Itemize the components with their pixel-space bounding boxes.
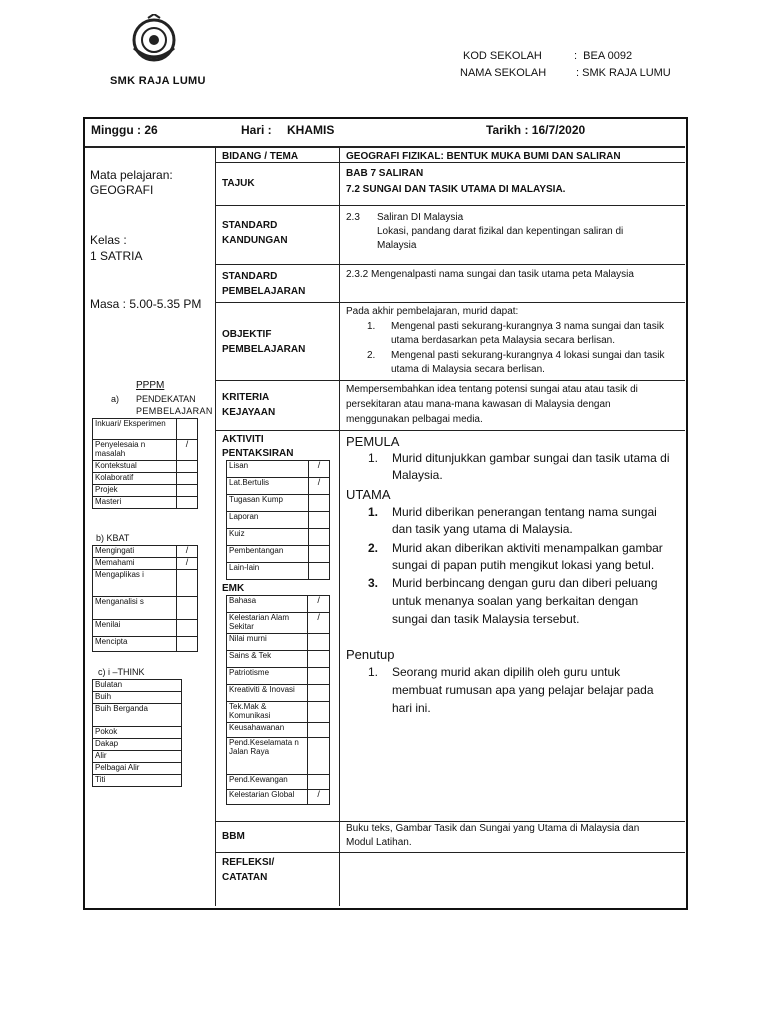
bidang-label: BIDANG / TEMA (222, 151, 299, 162)
table-row (93, 775, 182, 787)
pendekatan-check (177, 419, 198, 440)
table-row (93, 704, 182, 727)
divider (216, 821, 685, 822)
tajuk-line2: 7.2 SUNGAI DAN TASIK UTAMA DI MALAYSIA. (346, 184, 566, 195)
kbat-title: b) KBAT (96, 533, 130, 543)
table-row (227, 723, 330, 738)
pentaksiran-label: Laporan (229, 512, 259, 521)
subject-value: GEOGRAFI (90, 183, 154, 197)
obj-item-number: 2. (367, 350, 376, 361)
school-name-label: NAMA SEKOLAH (460, 67, 547, 79)
refleksi-value[interactable] (346, 858, 676, 902)
utama-item-line: Murid berbincang dengan guru dan diberi peluang (392, 576, 658, 590)
emk-label: Tek.Mak & Komunikasi (229, 702, 271, 720)
kbat-label: Menilai (95, 620, 121, 629)
emk-label: Bahasa (229, 596, 257, 605)
date: Tarikh : 16/7/2020 (486, 123, 586, 137)
obj-intro: Pada akhir pembelajaran, murid dapat: (346, 306, 519, 317)
pendekatan-label: Masteri (95, 497, 122, 506)
pentaksiran-check (309, 529, 330, 546)
pendekatan-check (177, 497, 198, 509)
pentaksiran-label: Tugasan Kump (229, 495, 283, 504)
obj-item-line: utama di Malaysia secara berlisan. (391, 364, 545, 375)
table-row (227, 478, 330, 495)
pentaksiran-check (309, 512, 330, 529)
emk-label: Kelestarian Global (229, 790, 295, 799)
emk-check (308, 651, 330, 668)
emk-check: / (308, 613, 330, 634)
ithink-label: Pelbagai Alir (95, 763, 140, 772)
table-row (93, 692, 182, 704)
subject-label: Mata pelajaran: (90, 168, 173, 182)
emk-check (308, 668, 330, 685)
aktiviti-label-line1: AKTIVITI (222, 434, 264, 445)
kbat-check (177, 637, 198, 652)
kk-label-line1: KRITERIA (222, 392, 270, 403)
sp-value: 2.3.2 Mengenalpasti nama sungai dan tasik utama peta Malaysia (346, 269, 634, 280)
table-row (227, 775, 330, 790)
pendekatan-label: Penyelesaia n masalah (95, 440, 146, 458)
emk-label: Pend.Keselamata n Jalan Raya (229, 738, 299, 756)
utama-title: UTAMA (346, 487, 391, 502)
class-label: Kelas : (90, 233, 127, 247)
table-row (93, 461, 198, 473)
table-row (227, 702, 330, 723)
emk-label: Keusahawanan (229, 723, 285, 732)
emk-label: Kelestarian Alam Sekitar (229, 613, 290, 631)
pentaksiran-check: / (309, 478, 330, 495)
emk-check: / (308, 790, 330, 805)
table-row (227, 668, 330, 685)
emk-label: Patriotisme (229, 668, 270, 677)
divider (216, 302, 685, 303)
utama-item-number: 2. (368, 541, 379, 555)
obj-item-line: utama berdasarkan peta Malaysia secara berlisan. (391, 335, 616, 346)
refleksi-label-line2: CATATAN (222, 872, 268, 883)
table-row (227, 790, 330, 805)
kbat-label: Mencipta (95, 637, 128, 646)
emk-check (308, 775, 330, 790)
table-row (227, 461, 330, 478)
penutup-item-line: Seorang murid akan dipilih oleh guru untuk (392, 665, 621, 679)
pentaksiran-check (309, 563, 330, 580)
table-row (227, 563, 330, 580)
pentaksiran-label: Kuiz (229, 529, 245, 538)
week: Minggu : 26 (91, 123, 158, 137)
kbat-check (177, 620, 198, 637)
utama-item-line: untuk menanya soalan yang berkaitan dengan (392, 594, 639, 608)
sk-number: 2.3 (346, 212, 360, 223)
table-row (93, 546, 198, 558)
obj-item-line: Mengenal pasti sekurang-kurangnya 4 lokasi sungai dan tasik (391, 350, 665, 361)
utama-item-line: dan tasik yang utama di Malaysia. (392, 522, 573, 536)
day-label: Hari : (241, 123, 272, 137)
table-row (227, 738, 330, 775)
sp-label-line2: PEMBELAJARAN (222, 286, 306, 297)
pentaksiran-check (309, 495, 330, 512)
school-logo (128, 14, 180, 66)
pentaksiran-table (226, 460, 330, 580)
pppm-title: PPPM (136, 380, 165, 391)
kbat-label: Mengaplikas i (95, 570, 144, 579)
penutup-title: Penutup (346, 647, 395, 662)
kk-line3: menggunakan pelbagai media. (346, 414, 483, 425)
emk-label: Sains & Tek (229, 651, 272, 660)
divider (85, 146, 685, 148)
bbm-line1: Buku teks, Gambar Tasik dan Sungai yang Utama di Malaysia dan (346, 823, 640, 834)
divider (216, 264, 685, 265)
kbat-table (92, 545, 198, 652)
utama-item-line: Murid akan diberikan aktiviti menampalkan gambar (392, 541, 663, 555)
utama-item-line: sungai di papan putih mengikut lokasi yang betul. (392, 558, 655, 572)
pentaksiran-check (309, 546, 330, 563)
pendekatan-table (92, 418, 198, 509)
table-row (227, 546, 330, 563)
ithink-label: Buih Berganda (95, 704, 148, 713)
school-name-value: : SMK RAJA LUMU (576, 67, 671, 79)
utama-item-line: sungai dan tasik Malaysia tersebut. (392, 612, 580, 626)
emk-title: EMK (222, 583, 245, 594)
table-row (227, 512, 330, 529)
pppm-a-line1: PENDEKATAN (136, 394, 196, 404)
pendekatan-label: Inkuari/ Eksperimen (95, 419, 166, 428)
bbm-label: BBM (222, 831, 245, 842)
pentaksiran-check: / (309, 461, 330, 478)
sp-label-line1: STANDARD (222, 271, 278, 282)
pendekatan-check: / (177, 440, 198, 461)
pemula-item-number: 1. (368, 451, 379, 465)
pendekatan-check (177, 473, 198, 485)
divider (216, 852, 685, 853)
table-row (93, 727, 182, 739)
class-value: 1 SATRIA (90, 249, 143, 263)
table-row (227, 613, 330, 634)
pendekatan-label: Kontekstual (95, 461, 137, 470)
aktiviti-label-line2: PENTAKSIRAN (222, 448, 294, 459)
kbat-check (177, 597, 198, 620)
school-name-under-logo: SMK RAJA LUMU (110, 75, 206, 87)
ithink-label: Titi (95, 775, 106, 784)
pemula-item-line: Murid ditunjukkan gambar sungai dan tasik utama di (392, 451, 670, 465)
divider (216, 380, 685, 381)
kk-label-line2: KEJAYAAN (222, 407, 276, 418)
pentaksiran-label: Lat.Bertulis (229, 478, 270, 487)
table-row (93, 739, 182, 751)
emk-label: Kreativiti & Inovasi (229, 685, 295, 694)
table-row (93, 440, 198, 461)
pemula-item-line: Malaysia. (392, 468, 443, 482)
sk-label-line2: KANDUNGAN (222, 235, 288, 246)
pendekatan-label: Projek (95, 485, 118, 494)
tajuk-label: TAJUK (222, 178, 255, 189)
emk-label: Pend.Kewangan (229, 775, 288, 784)
pentaksiran-label: Lain-lain (229, 563, 260, 572)
bidang-value: GEOGRAFI FIZIKAL: BENTUK MUKA BUMI DAN SALIRAN (346, 151, 621, 162)
lesson-time: Masa : 5.00-5.35 PM (90, 297, 202, 311)
obj-item-line: Mengenal pasti sekurang-kurangnya 3 nama sungai dan tasik (391, 321, 664, 332)
penutup-item-line: membuat rumusan apa yang pelajar belajar pada (392, 683, 654, 697)
ithink-label: Alir (95, 751, 107, 760)
emk-check: / (308, 596, 330, 613)
school-code-value: : BEA 0092 (574, 50, 633, 62)
pentaksiran-label: Pembentangan (229, 546, 284, 555)
ithink-title: c) i –THINK (98, 667, 145, 677)
kbat-label: Menganalisi s (95, 597, 144, 606)
pppm-a-line2: PEMBELAJARAN (136, 406, 213, 416)
obj-item-number: 1. (367, 321, 376, 332)
penutup-item-number: 1. (368, 665, 379, 679)
obj-label-line1: OBJEKTIF (222, 329, 272, 340)
ithink-table (92, 679, 182, 787)
table-row (227, 529, 330, 546)
ithink-label: Dakap (95, 739, 119, 748)
table-row (93, 485, 198, 497)
kbat-check: / (177, 558, 198, 570)
emk-table (226, 595, 330, 805)
emk-check (308, 702, 330, 723)
ithink-label: Pokok (95, 727, 118, 736)
obj-label-line2: PEMBELAJARAN (222, 344, 306, 355)
pendekatan-label: Kolaboratif (95, 473, 134, 482)
penutup-item-line: hari ini. (392, 701, 431, 715)
utama-item-line: Murid diberikan penerangan tentang nama sungai (392, 505, 657, 519)
table-row (227, 651, 330, 668)
table-row (93, 419, 198, 440)
school-code-label: KOD SEKOLAH (463, 50, 542, 62)
kbat-check: / (177, 546, 198, 558)
tajuk-line1: BAB 7 SALIRAN (346, 168, 424, 179)
kbat-label: Mengingati (95, 546, 135, 555)
emk-check (308, 634, 330, 651)
sk-line3: Malaysia (377, 240, 417, 251)
kk-line2: persekitaran atau mana-mana kawasan di Malaysia dengan (346, 399, 611, 410)
ithink-label: Buih (95, 692, 112, 701)
kbat-check (177, 570, 198, 597)
table-row (227, 495, 330, 512)
pendekatan-check (177, 461, 198, 473)
emk-label: Nilai murni (229, 634, 267, 643)
table-row (93, 497, 198, 509)
emk-check (308, 738, 330, 775)
sk-line1: Saliran DI Malaysia (377, 212, 464, 223)
ithink-label: Bulatan (95, 680, 123, 689)
kk-line1: Mempersembahkan idea tentang potensi sungai atau atau tasik di (346, 384, 638, 395)
table-row (93, 680, 182, 692)
utama-item-number: 3. (368, 576, 379, 590)
table-row (227, 634, 330, 651)
pendekatan-check (177, 485, 198, 497)
utama-item-number: 1. (368, 505, 379, 519)
table-row (93, 751, 182, 763)
table-row (93, 637, 198, 652)
pentaksiran-label: Lisan (229, 461, 249, 470)
day-value: KHAMIS (287, 123, 335, 137)
emk-check (308, 685, 330, 702)
table-row (227, 596, 330, 613)
bbm-line2: Modul Latihan. (346, 837, 412, 848)
table-row (93, 473, 198, 485)
table-row (227, 685, 330, 702)
kbat-label: Memahami (95, 558, 135, 567)
pemula-title: PEMULA (346, 434, 400, 449)
sk-label-line1: STANDARD (222, 220, 278, 231)
divider (215, 147, 216, 906)
emk-check (308, 723, 330, 738)
divider (339, 147, 340, 906)
pppm-a-marker: a) (111, 394, 120, 404)
divider (216, 430, 685, 431)
table-row (93, 620, 198, 637)
table-row (93, 763, 182, 775)
table-row (93, 558, 198, 570)
divider (216, 205, 685, 206)
sk-line2: Lokasi, pandang darat fizikal dan kepentingan saliran di (377, 226, 624, 237)
table-row (93, 597, 198, 620)
refleksi-label-line1: REFLEKSI/ (222, 857, 275, 868)
table-row (93, 570, 198, 597)
